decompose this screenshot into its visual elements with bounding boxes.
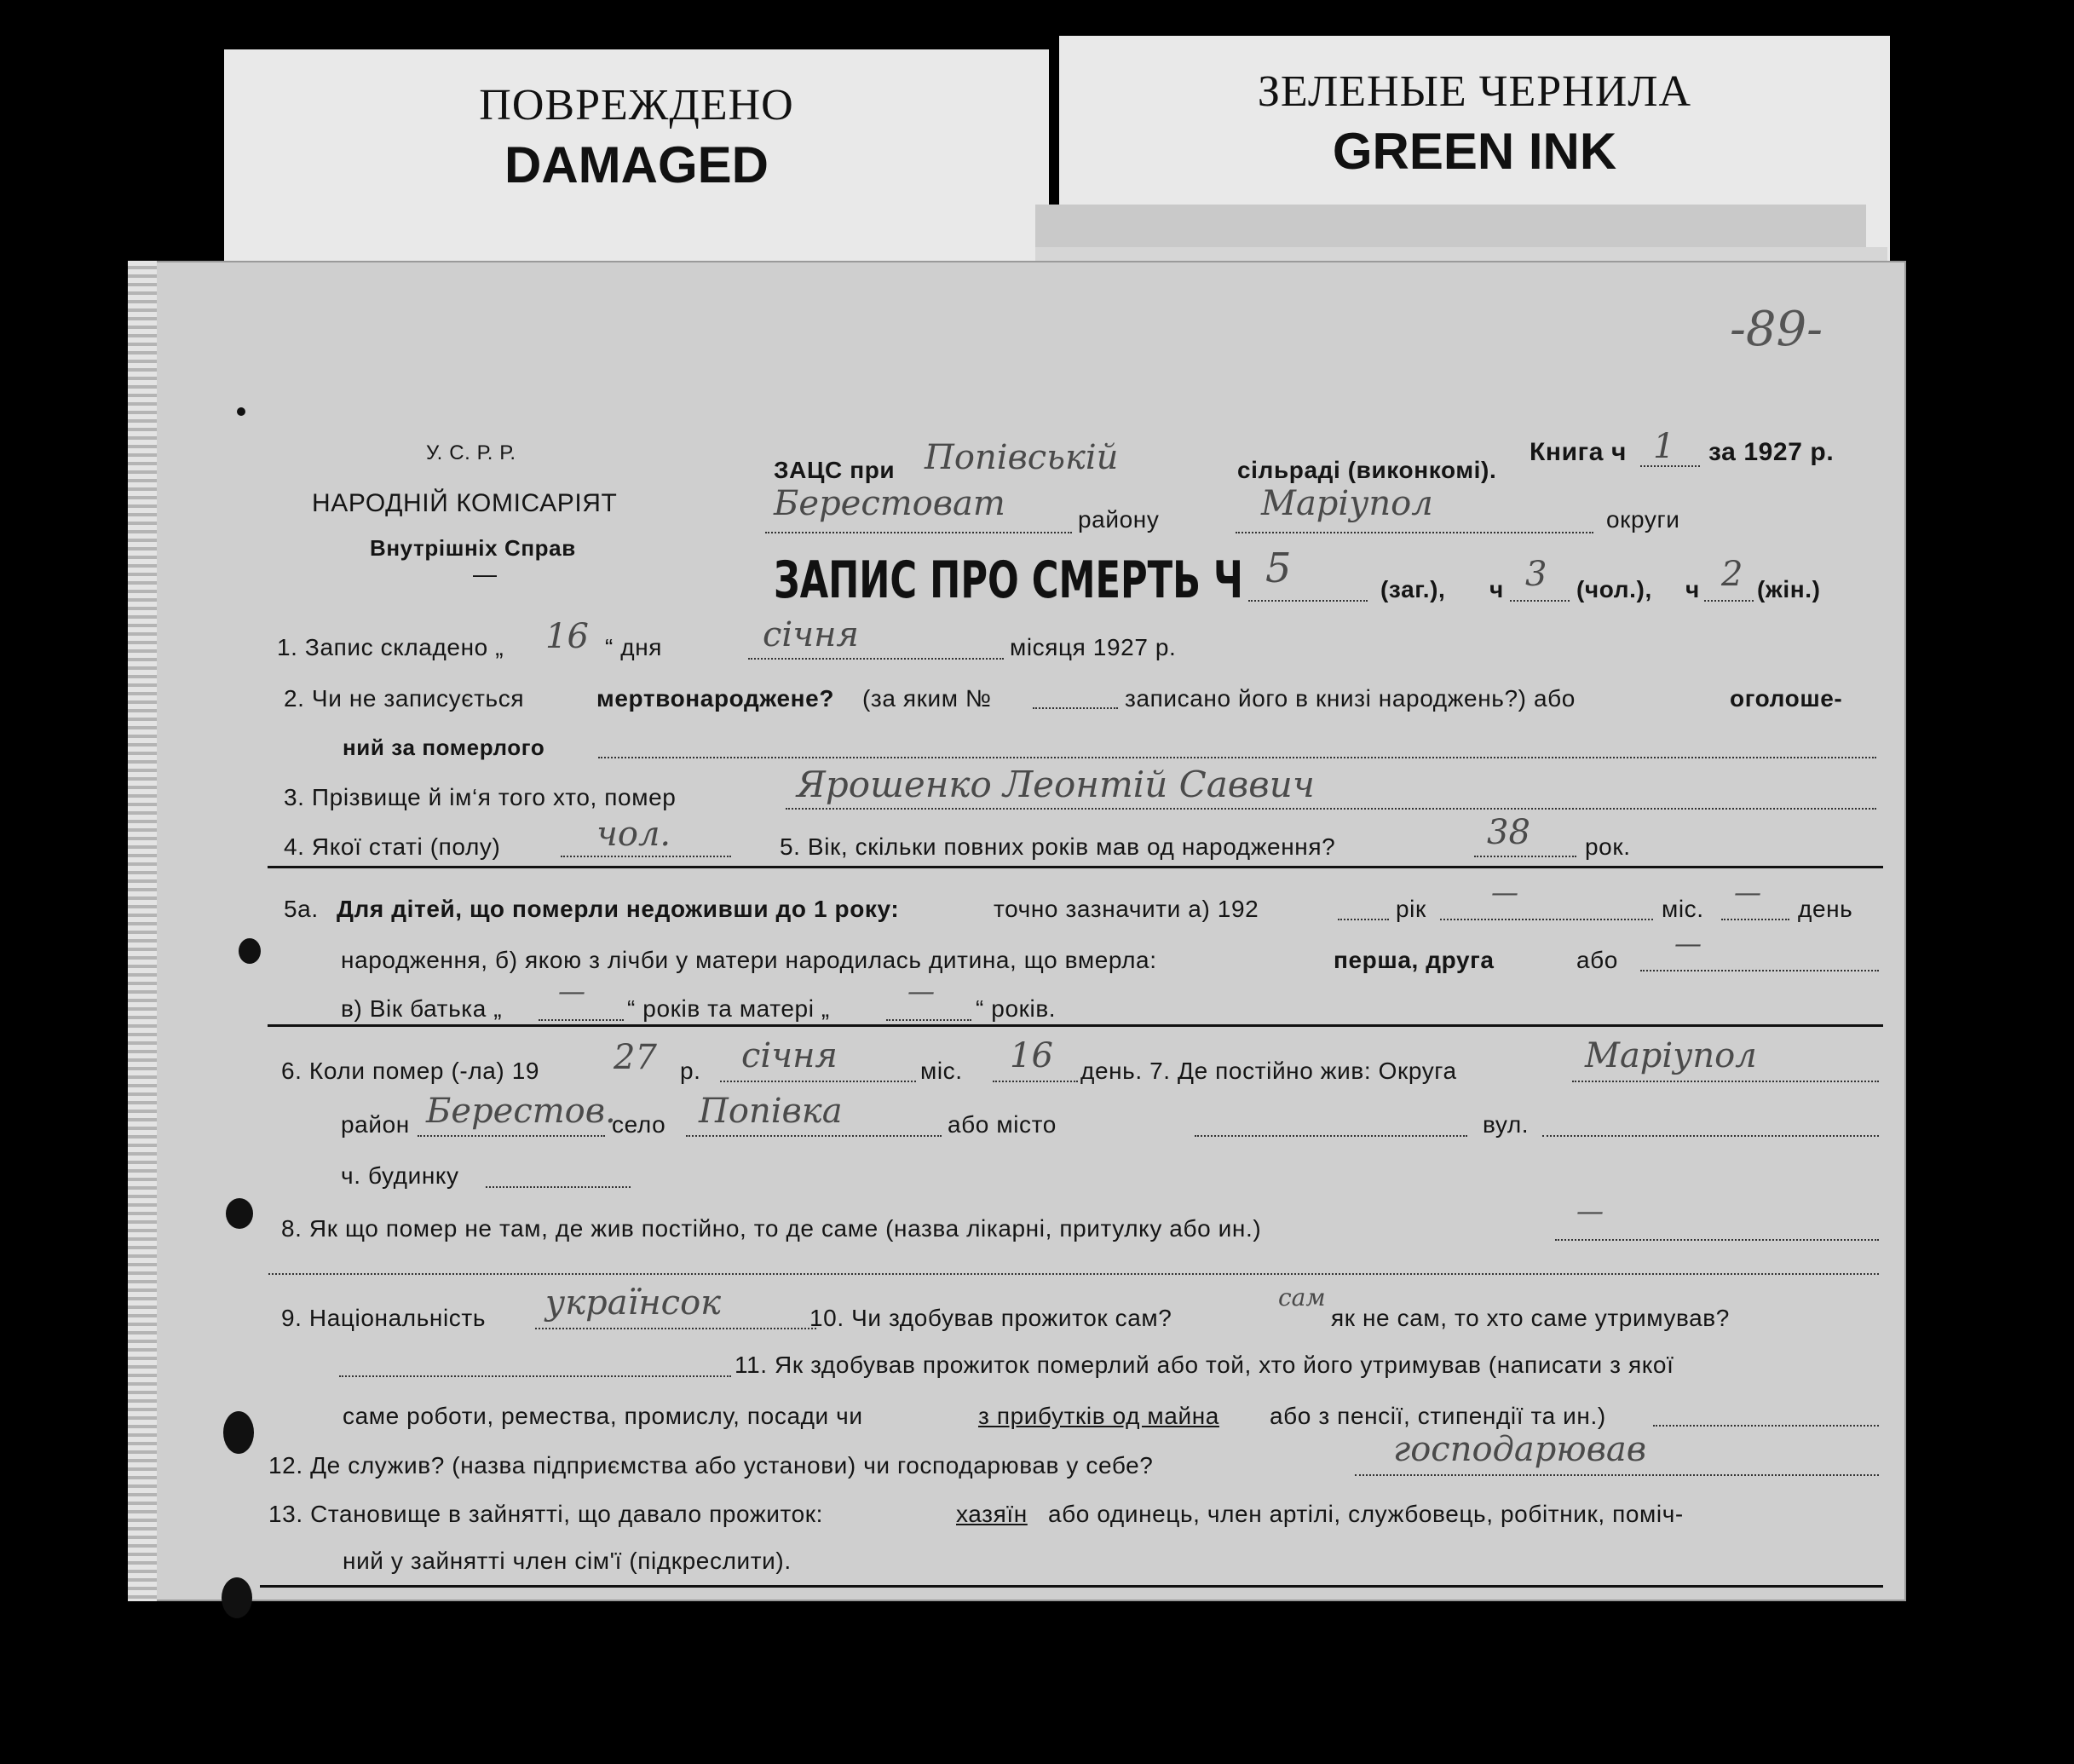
- title-male: (чол.),: [1576, 576, 1652, 602]
- f2-a: 2. Чи не записується: [284, 685, 525, 712]
- f6-d: день. 7. Де постійно жив: Округа: [1080, 1058, 1457, 1084]
- f1-month-label: місяця 1927 р.: [1010, 634, 1177, 660]
- damaged-tab: [224, 49, 1049, 273]
- f1-label: 1. Запис складено „: [277, 634, 504, 660]
- f1-day-hw: 16: [545, 617, 589, 656]
- f5a-k: “ років та матері „: [627, 995, 830, 1022]
- green-ink-en: GREEN INK: [1332, 123, 1617, 180]
- f5a-month: міс.: [1662, 896, 1704, 922]
- title-gen: (заг.),: [1380, 576, 1446, 602]
- book-year: за 1927 р.: [1708, 438, 1835, 466]
- f3-label: 3. Прізвище й ім‘я того хто, помер: [284, 784, 677, 810]
- f2-b: мертвонароджене?: [596, 685, 835, 712]
- f11-label: 11. Як здобував прожиток померлий або той, хто його утримував (написати з якої: [735, 1352, 1674, 1378]
- usrr: У. С. Р. Р.: [426, 441, 516, 464]
- f7-village-hw: Попівка: [699, 1092, 843, 1131]
- f5-age-hw: 38: [1487, 813, 1530, 852]
- f6-year-hw: 27: [614, 1038, 657, 1077]
- zags-suffix: сільраді (виконкомі).: [1237, 457, 1497, 483]
- f5a-i: або: [1576, 947, 1618, 973]
- f11-g: або з пенсії, стипендії та ин.): [1270, 1403, 1606, 1429]
- f4-sex-hw: чол.: [596, 815, 671, 854]
- district-label: району: [1078, 506, 1160, 533]
- male-count-hw: 3: [1525, 555, 1547, 594]
- f7-district-label: район: [341, 1111, 410, 1138]
- commissariat: НАРОДНІЙ КОМІСАРІЯТ: [312, 489, 618, 517]
- f2-d: записано його в книзі народжень?) або: [1125, 685, 1576, 712]
- f5-label: 5. Вік, скільки повних років мав од народження?: [780, 833, 1336, 860]
- dash-hw: —: [907, 975, 935, 1007]
- punch-hole: [237, 407, 245, 416]
- f13-c: або одинець, член артілі, службовець, робітник, поміч-: [1048, 1501, 1684, 1527]
- punch-hole: [222, 1577, 252, 1618]
- record-number-hw: 5: [1265, 545, 1292, 592]
- damaged-ru: ПОВРЕЖДЕНО: [479, 81, 794, 130]
- f5-unit: рок.: [1585, 833, 1631, 860]
- f5a-l: “ років.: [976, 995, 1057, 1022]
- f5a-g: народження, б) якою з лічби у матери народилась дитина, що вмерла:: [341, 947, 1157, 973]
- f2-f: ний за померлого: [343, 735, 545, 760]
- f7-district-hw: Берестов.: [426, 1092, 616, 1131]
- f6-day-hw: 16: [1010, 1036, 1053, 1075]
- f3-name-hw: Ярошенко Леонтій Саввич: [797, 764, 1315, 805]
- dash-hw: —: [1491, 876, 1518, 908]
- page-number: -89-: [1730, 302, 1823, 357]
- f2-c: (за яким №: [862, 685, 992, 712]
- f5a-year: рік: [1396, 896, 1426, 922]
- okrug-hw: Маріупол: [1261, 484, 1433, 523]
- f13-label: 13. Становище в зайнятті, що давало прожиток:: [268, 1501, 823, 1527]
- village-hw: Попівській: [925, 438, 1119, 477]
- f7-street-label: вул.: [1483, 1111, 1530, 1138]
- f11-e: саме роботи, ремества, промислу, посади чи: [343, 1403, 863, 1429]
- record-title: ЗАПИС ПРО СМЕРТЬ Ч: [774, 551, 1243, 610]
- f5a-c: точно зазначити а) 192: [994, 896, 1259, 922]
- f13-b: хазяїн: [956, 1501, 1028, 1527]
- f13-d: ний у зайнятті член сім'ї (підкреслити).: [343, 1548, 792, 1574]
- f12-label: 12. Де служив? (назва підприємства або установи) чи господарював у себе?: [268, 1452, 1154, 1479]
- f6-mis: міс.: [920, 1058, 963, 1084]
- district-hw: Берестоват: [774, 484, 1005, 523]
- zags-prefix: ЗАЦС при: [774, 457, 896, 483]
- f7-okrug-hw: Маріупол: [1585, 1036, 1757, 1075]
- dash-hw: —: [1734, 876, 1761, 908]
- f12-hw: господарював: [1393, 1430, 1646, 1469]
- green-ink-ru: ЗЕЛЕНЫЕ ЧЕРНИЛА: [1257, 67, 1692, 116]
- f9-label: 9. Національність: [281, 1305, 487, 1331]
- f10-label: 10. Чи здобував прожиток сам?: [809, 1305, 1172, 1331]
- punch-hole: [239, 938, 261, 964]
- f7-village-label: село: [612, 1111, 666, 1138]
- f1-month-hw: січня: [763, 615, 859, 654]
- f6-label: 6. Коли помер (-ла) 19: [281, 1058, 540, 1084]
- f7-house-label: ч. будинку: [341, 1162, 459, 1189]
- f9-nat-hw: українсок: [545, 1283, 722, 1323]
- punch-hole: [226, 1198, 253, 1229]
- okrug-label: округи: [1606, 506, 1680, 533]
- title-ch1: ч: [1489, 576, 1504, 602]
- f5a-num: 5а.: [284, 896, 319, 922]
- damaged-en: DAMAGED: [504, 136, 769, 193]
- f2-e: оголоше-: [1730, 685, 1843, 712]
- f10-sam-hw: сам: [1278, 1283, 1326, 1311]
- f5a-day: день: [1798, 896, 1853, 922]
- dash-hw: —: [558, 975, 585, 1007]
- f10-c: як не сам, то хто саме утримував?: [1331, 1305, 1730, 1331]
- f7-city-label: або місто: [948, 1111, 1057, 1138]
- f5a-h: перша, друга: [1334, 947, 1495, 973]
- female-count-hw: 2: [1721, 555, 1743, 594]
- internal-affairs: Внутрішніх Справ: [370, 535, 576, 561]
- f1-day-label: “ дня: [605, 634, 663, 660]
- f8-label: 8. Як що помер не там, де жив постійно, то де саме (назва лікарні, притулку або ин.): [281, 1215, 1262, 1242]
- f5a-b: Для дітей, що померли недоживши до 1 року:: [337, 896, 900, 922]
- title-female: (жін.): [1757, 576, 1821, 602]
- punch-hole: [223, 1411, 254, 1454]
- f5a-j: в) Вік батька „: [341, 995, 503, 1022]
- f11-f: з прибутків од майна: [978, 1403, 1219, 1429]
- f6-month-hw: січня: [741, 1036, 838, 1075]
- f6-yr: р.: [680, 1058, 701, 1084]
- f8-dash-hw: —: [1576, 1195, 1604, 1227]
- header-dash: —: [473, 561, 498, 587]
- title-ch2: ч: [1685, 576, 1700, 602]
- dash-hw: —: [1674, 927, 1702, 960]
- f4-label: 4. Якої статі (полу): [284, 833, 501, 860]
- book-hw: 1: [1653, 427, 1675, 466]
- book-label: Книга ч: [1530, 438, 1628, 466]
- death-record-card: [128, 261, 1906, 1601]
